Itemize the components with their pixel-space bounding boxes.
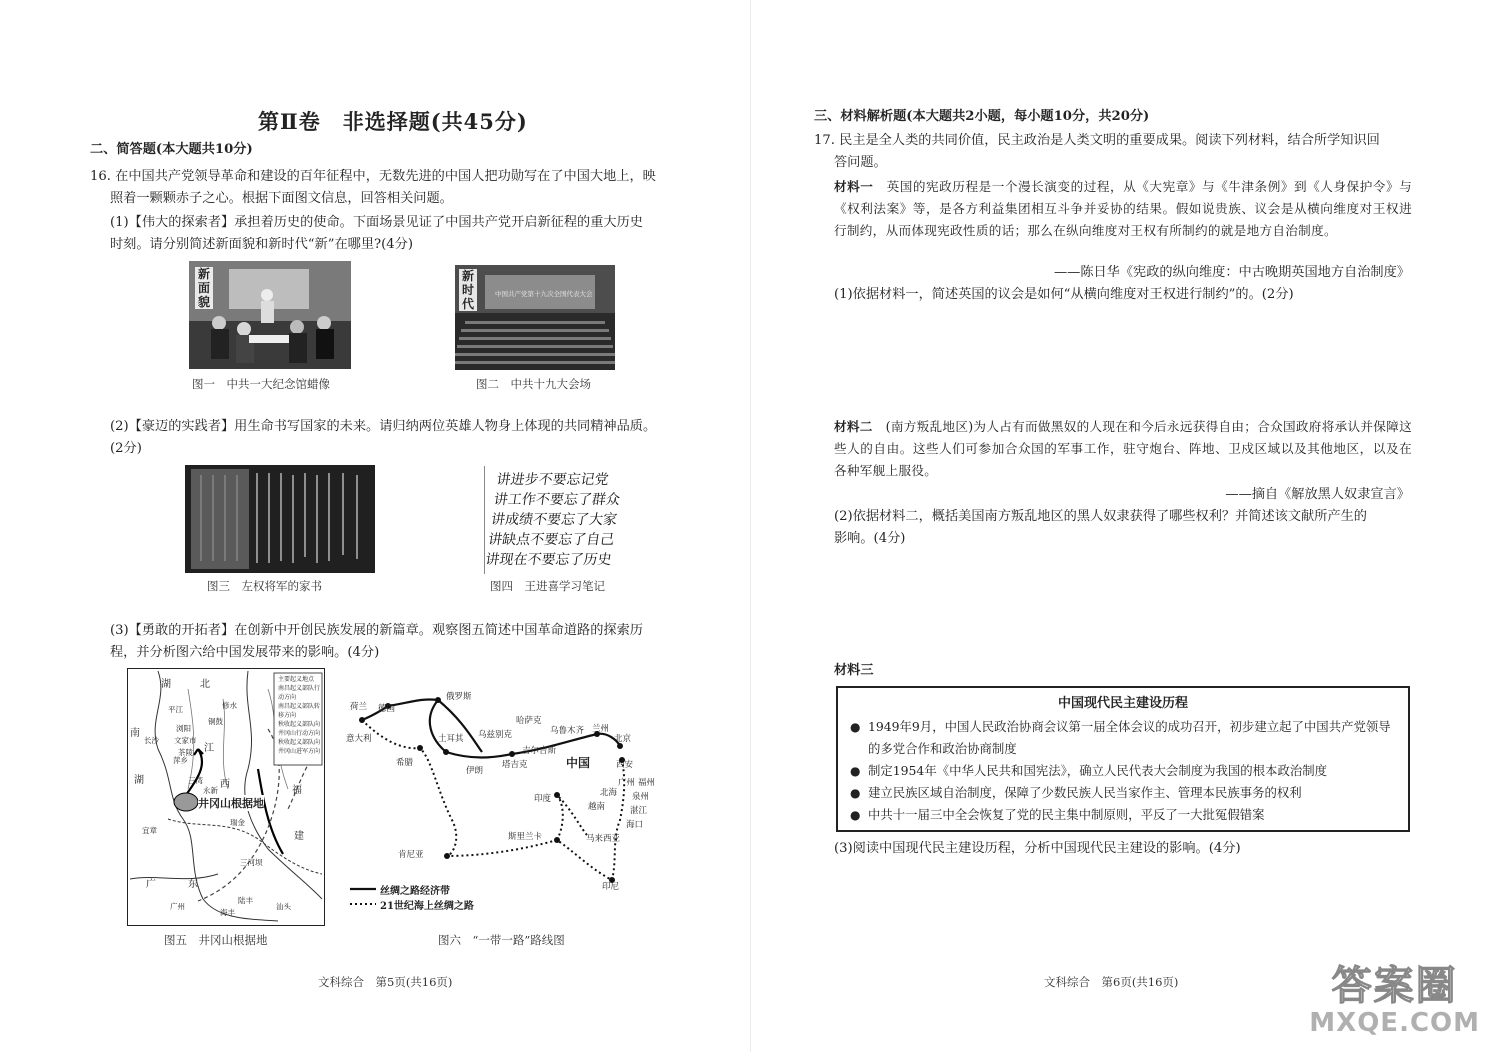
route-place-china: 中国 <box>566 756 591 770</box>
map-region-label: 东 <box>188 879 198 890</box>
section-heading: 三、材料解析题(本大题共2小题，每小题10分，共20分) <box>814 109 1150 124</box>
route-place: 印尼 <box>602 882 620 892</box>
map-place: 三河坝 <box>240 858 263 867</box>
note-line: 讲工作不要忘了群众 <box>492 492 621 508</box>
q16-part2-line2: (2分) <box>110 441 142 456</box>
route-place: 印度 <box>534 794 552 804</box>
map-region-label: 湖 <box>134 775 144 786</box>
route-place: 德国 <box>378 704 396 714</box>
map-place: 广州 <box>170 902 185 911</box>
route-place: 广州 <box>618 778 636 788</box>
page-footer-right: 文科综合 第6页(共16页) <box>1044 975 1179 989</box>
map-legend <box>278 675 322 756</box>
route-place: 北海 <box>600 788 618 798</box>
watermark-site: MXQE.COM <box>1309 1008 1480 1038</box>
map-place: 三湾 <box>188 776 203 785</box>
material-1-label: 材料一 <box>834 179 874 194</box>
q17-part2-line1: (2)依据材料二，概括美国南方叛乱地区的黑人奴隶获得了哪些权利？并简述该文献所产生的 <box>834 509 1367 524</box>
democracy-item: ● 建立民族区域自治制度，保障了少数民族人民当家作主、管理本民族事务的权利 <box>850 782 1396 804</box>
map-place: 铜鼓 <box>208 717 223 726</box>
material-1 <box>834 176 1412 242</box>
figure-1-stamp: 新面貌 <box>195 267 213 309</box>
route-place: 海口 <box>626 820 644 830</box>
map-region-label: 西 <box>220 779 230 790</box>
route-place: 乌鲁木齐 <box>550 726 585 736</box>
route-place: 越南 <box>588 802 606 812</box>
map-place: 平江 <box>168 705 183 714</box>
figure-5-map <box>127 668 325 926</box>
q16-part1-line2: 时刻。请分别简述新面貌和新时代“新”在哪里?(4分) <box>110 237 413 252</box>
q16-stem-line1: 16. 在中国共产党领导革命和建设的百年征程中，无数先进的中国人把功勋写在了中国大地上，映 <box>90 169 656 184</box>
figure-2-banner: 中国共产党第十九次全国代表大会 <box>495 290 593 298</box>
route-place: 俄罗斯 <box>446 692 472 702</box>
page-fold <box>750 0 751 1052</box>
route-legend-land: 丝绸之路经济带 <box>380 886 450 897</box>
figure-1-caption: 图一 中共一大纪念馆蜡像 <box>192 377 330 391</box>
figure-4-notes <box>484 466 625 574</box>
material-1-text: 英国的宪政历程是一个漫长演变的过程，从《大宪章》与《牛津条例》到《人身保护令》与《权利法案》等，是各方利益集团相互斗争并妥协的结果。假如说贵族、议会是从横向维度对王权进行制约，从而体现宪政性质的话；那么在纵向维度对王权有所制约的就是地方自治制度。 <box>834 179 1413 238</box>
map-place: 文家市 <box>174 736 197 745</box>
legend-item: 南昌起义部队行动方向 <box>278 685 321 701</box>
route-place: 福州 <box>638 778 656 788</box>
q16-part1-line1: (1)【伟大的探索者】承担着历史的使命。下面场景见证了中国共产党开启新征程的重大历史 <box>110 215 643 230</box>
material-2-source: ——摘自《解放黑人奴隶宣言》 <box>1225 487 1410 502</box>
section-heading: 二、简答题(本大题共10分) <box>90 142 253 157</box>
watermark-logo: 答案圈 <box>1331 962 1458 1009</box>
map-region-label: 建 <box>294 831 304 842</box>
route-place: 马来西亚 <box>586 834 621 844</box>
material-2-text: (南方叛乱地区)为人占有而做黑奴的人现在和今后永远获得自由；合众国政府将承认并保障这些人的自由。这些人们可参加合众国的军事工作，驻守炮台、阵地、卫戍区域以及其他地区，以及在各种军舰上服役。 <box>834 419 1412 478</box>
figure-5-caption: 图五 井冈山根据地 <box>164 933 268 947</box>
watermark <box>1309 964 1480 1038</box>
route-place: 泉州 <box>632 792 650 802</box>
material-3-box <box>836 686 1410 832</box>
map-region-label: 湖 <box>161 679 171 690</box>
q16-stem-line2: 照着一颗颗赤子之心。根据下面图文信息，回答相关问题。 <box>110 191 453 206</box>
q16-part3-line2: 程，并分析图六给中国发展带来的影响。(4分) <box>110 645 380 660</box>
route-legend-sea: 21世纪海上丝绸之路 <box>380 901 474 912</box>
route-place: 哈萨克 <box>516 716 542 726</box>
legend-item: 主要起义地点 <box>278 676 315 683</box>
q17-part3: (3)阅读中国现代民主建设历程，分析中国现代民主建设的影响。(4分) <box>834 841 1241 856</box>
map-place: 修水 <box>222 701 237 710</box>
map-place: 海丰 <box>220 908 235 917</box>
map-place: 永新 <box>203 786 218 795</box>
route-place: 湛江 <box>630 806 648 816</box>
q17-stem-line2: 答问题。 <box>834 155 887 170</box>
figure-3-photo <box>185 465 375 573</box>
q17-part1: (1)依据材料一，简述英国的议会是如何“从横向维度对王权进行制约”的。(2分) <box>834 287 1294 302</box>
figure-2-caption: 图二 中共十九大会场 <box>476 377 591 391</box>
note-line: 讲缺点不要忘了自己 <box>487 532 616 548</box>
route-place: 希腊 <box>396 758 414 768</box>
map-place: 长沙 <box>144 736 159 745</box>
figure-6-caption: 图六 “一带一路”路线图 <box>438 933 565 947</box>
route-place: 塔吉克 <box>502 760 528 770</box>
democracy-item: ● 1949年9月，中国人民政治协商会议第一届全体会议的成功召开，初步建立起了中国共产党领导的多党合作和政治协商制度 <box>850 716 1396 760</box>
paper-title: 第Ⅱ卷 非选择题(共45分) <box>258 109 528 134</box>
material-1-source: ——陈日华《宪政的纵向维度：中古晚期英国地方自治制度》 <box>1053 265 1410 280</box>
route-place: 土耳其 <box>438 734 464 744</box>
q17-stem-line1: 17. 民主是全人类的共同价值，民主政治是人类文明的重要成果。阅读下列材料，结合所学知识回 <box>814 133 1380 148</box>
legend-item: 秋收起义部队向井冈山进军方向 <box>278 739 321 755</box>
figure-3-caption: 图三 左权将军的家书 <box>207 579 322 593</box>
route-place: 西安 <box>616 760 634 770</box>
material-2 <box>834 416 1412 482</box>
map-region-label: 福 <box>292 785 302 796</box>
figure-1-photo <box>189 261 351 369</box>
democracy-item: ● 中共十一届三中全会恢复了党的民主集中制原则，平反了一大批冤假错案 <box>850 804 1396 826</box>
map-place: 瑞金 <box>230 818 245 827</box>
map-place: 萍乡 <box>173 756 188 765</box>
map-region-label: 江 <box>204 743 214 754</box>
map-region-label: 南 <box>130 728 140 739</box>
route-place: 伊朗 <box>466 766 484 776</box>
route-place: 乌兹别克 <box>478 730 513 740</box>
route-place: 吉尔吉斯 <box>522 746 557 756</box>
map-place: 浏阳 <box>176 724 191 733</box>
legend-item: 秋收起义部队向井冈山行动方向 <box>278 721 321 737</box>
q16-part3-line1: (3)【勇敢的开拓者】在创新中开创民族发展的新篇章。观察图五简述中国革命道路的探索历 <box>110 623 643 638</box>
right-page <box>752 0 1500 1052</box>
democracy-item: ● 制定1954年《中华人民共和国宪法》，确立人民代表大会制度为我国的根本政治制度 <box>850 760 1396 782</box>
map-place: 陆丰 <box>238 896 253 905</box>
q16-part2-line1: (2)【豪迈的实践者】用生命书写国家的未来。请归纳两位英雄人物身上体现的共同精神品质。 <box>110 419 657 434</box>
note-line: 讲进步不要忘记党 <box>495 472 610 488</box>
figure-4-caption: 图四 王进喜学习笔记 <box>490 579 605 593</box>
q17-part2-line2: 影响。(4分) <box>834 531 906 546</box>
material-3-box-title: 中国现代民主建设历程 <box>1057 696 1188 711</box>
jinggangshan-base-label: 井冈山根据地 <box>198 797 264 810</box>
material-3-label: 材料三 <box>834 663 874 678</box>
figure-2-photo <box>455 265 615 370</box>
figure-2-stamp: 新时代 <box>459 269 477 311</box>
legend-item: 南昌起义部队转移方向 <box>278 703 321 719</box>
note-line: 讲现在不要忘了历史 <box>484 552 613 568</box>
figure-6-route-map <box>342 680 672 920</box>
route-place: 兰州 <box>592 724 610 734</box>
map-place: 茶陵 <box>178 748 193 757</box>
map-region-label: 北 <box>200 679 210 690</box>
page-footer-left: 文科综合 第5页(共16页) <box>318 975 453 989</box>
material-2-label: 材料二 <box>834 419 873 434</box>
route-place: 肯尼亚 <box>398 850 424 860</box>
map-place: 宜章 <box>142 826 157 835</box>
route-place: 斯里兰卡 <box>508 832 543 842</box>
note-line: 讲成绩不要忘了大家 <box>489 512 619 528</box>
map-region-label: 广 <box>146 879 156 890</box>
route-place: 北京 <box>614 734 632 744</box>
map-place: 汕头 <box>276 902 291 911</box>
route-place: 意大利 <box>346 734 372 744</box>
route-place: 荷兰 <box>350 702 368 712</box>
